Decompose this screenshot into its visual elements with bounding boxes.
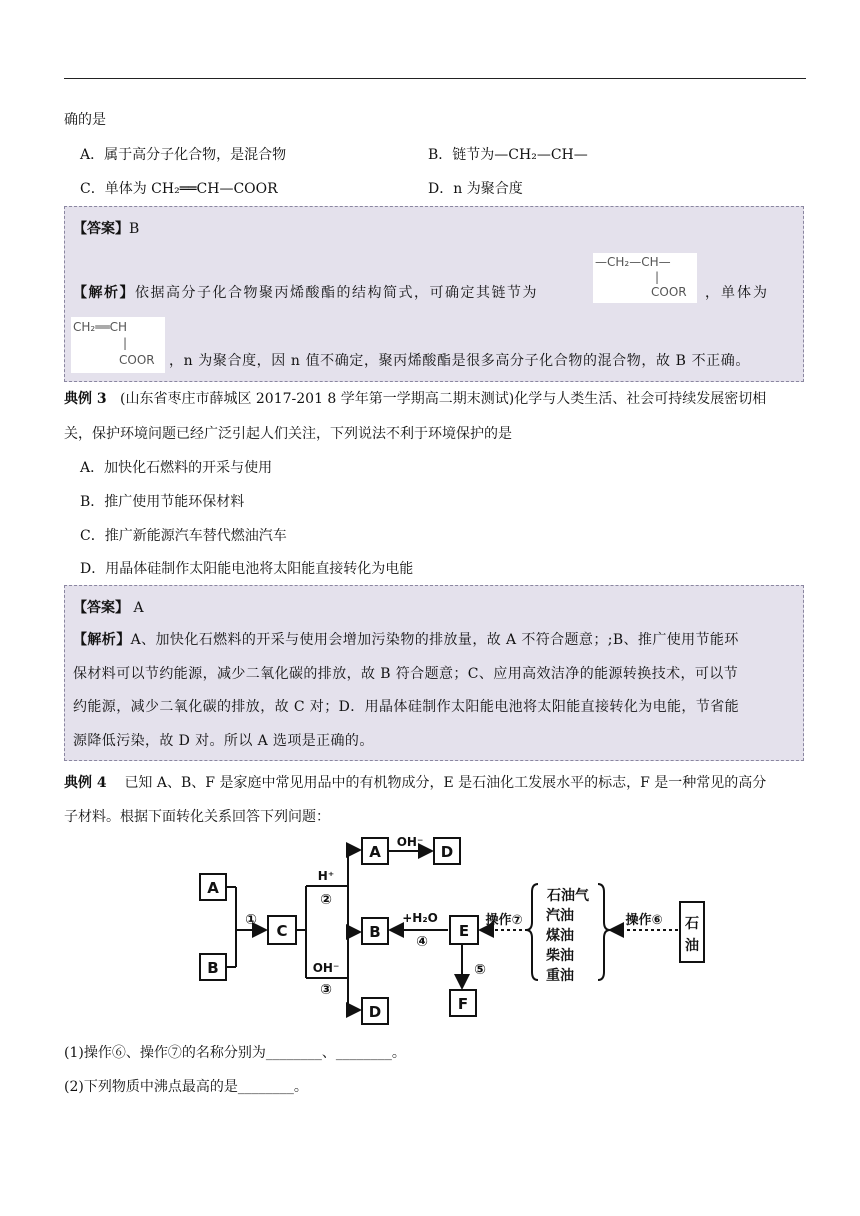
operation-6: 操作⑥ [625, 913, 663, 928]
example-3-text-1: (山东省枣庄市薛城区 2017-201 8 学年第一学期高二期末测试)化学与人类生活、社会可持续发展密切相 [119, 391, 767, 407]
question-stem-tail: 确的是 [64, 112, 106, 128]
header-rule [64, 78, 806, 79]
label-e: E [458, 922, 470, 940]
question-2: (2)下列物质中沸点最高的是________。 [64, 1079, 308, 1095]
operation-7: 操作⑦ [485, 913, 523, 928]
analysis-line-4: 源降低污染，故 D 对。所以 A 选项是正确的。 [73, 733, 374, 749]
struct-sub: COOR [651, 285, 687, 299]
fraction-gas: 石油气 [547, 888, 589, 904]
answer-value: B [129, 221, 140, 237]
option-d: D．用晶体硅制作太阳能电池将太阳能直接转化为电能 [80, 561, 414, 577]
option-b: B．链节为—CH₂—CH— [428, 147, 588, 163]
petroleum-char-2: 油 [685, 938, 699, 954]
oh-minus-top: OH⁻ [396, 835, 424, 849]
example-4-text-1: 已知 A、B、F 是家庭中常见用品中的有机物成分，E 是石油化工发展水平的标志，F 是一种常见的高分 [124, 775, 767, 791]
label-b-source: B [207, 959, 219, 977]
option-a: A．属于高分子化合物，是混合物 [80, 147, 287, 163]
monomer-structure [71, 317, 165, 373]
label-a: A [207, 879, 219, 897]
analysis-text-1: A、加快化石燃料的开采与使用会增加污染物的排放量，故 A 不符合题意；;B、推广使用节能环 [130, 632, 739, 648]
analysis-line-1 [73, 283, 538, 303]
example-4-label: 典例 4 [64, 775, 107, 791]
analysis-line-2: 保材料可以节约能源，减少二氧化碳的排放，故 B 符合题意；C、应用高效洁净的能源转换技术，可以节 [73, 666, 739, 682]
analysis-label: 【解析】 [73, 285, 135, 301]
question-1: (1)操作⑥、操作⑦的名称分别为________、________。 [64, 1045, 406, 1061]
struct-bar: | [655, 270, 660, 284]
h-plus: H⁺ [317, 869, 335, 883]
analysis-text-1b: ，单体为 [705, 285, 769, 301]
label-d-top: D [440, 843, 454, 861]
answer-box-ex3 [64, 585, 804, 761]
analysis-text-1: 依据高分子化合物聚丙烯酸酯的结构简式，可确定其链节为 [135, 285, 538, 301]
label-f: F [457, 995, 469, 1013]
label-d-bottom: D [368, 1003, 382, 1021]
option-a: A．加快化石燃料的开采与使用 [80, 460, 273, 476]
petroleum-char-1: 石 [685, 916, 699, 932]
fraction-diesel: 柴油 [546, 948, 574, 964]
option-c: C．推广新能源汽车替代燃油汽车 [80, 528, 287, 544]
struct-top: CH₂══CH [73, 320, 128, 334]
option-c: C．单体为 CH₂══CH—COOR [80, 181, 278, 197]
example-4-line-2: 子材料。根据下面转化关系回答下列问题： [64, 809, 330, 825]
analysis-line-1 [73, 630, 739, 650]
fraction-gasoline: 汽油 [546, 908, 574, 924]
step-2: ② [320, 892, 332, 908]
answer-label: 【答案】 [73, 600, 129, 616]
example-3-line-1 [64, 389, 766, 409]
oh-minus: OH⁻ [312, 961, 340, 975]
answer-label: 【答案】 [73, 221, 129, 237]
step-1: ① [245, 912, 257, 928]
answer-line [73, 219, 139, 239]
repeat-unit-structure [593, 253, 697, 303]
example-3-line-2: 关，保护环境问题已经广泛引起人们关注，下列说法不利于环境保护的是 [64, 426, 512, 442]
label-b-mid: B [369, 923, 381, 941]
step-3: ③ [320, 982, 332, 998]
example-4-line-1 [64, 773, 766, 793]
fraction-kerosene: 煤油 [546, 928, 574, 944]
analysis-line-3: 约能源，减少二氧化碳的排放，故 C 对；D．用晶体硅制作太阳能电池将太阳能直接转化为电能，节省能 [73, 699, 740, 715]
answer-box-ex2 [64, 206, 804, 382]
answer-value: A [133, 600, 144, 616]
analysis-text-2: ，n 为聚合度，因 n 值不确定，聚丙烯酸酯是很多高分子化合物的混合物，故 B 不正确。 [169, 353, 750, 369]
example-3-label: 典例 3 [64, 391, 107, 407]
option-d: D．n 为聚合度 [428, 181, 523, 197]
analysis-label: 【解析】 [73, 632, 131, 648]
label-a-top: A [369, 843, 381, 861]
struct-sub: COOR [119, 353, 155, 367]
struct-top: —CH₂—CH— [595, 255, 671, 269]
option-b: B．推广使用节能环保材料 [80, 494, 245, 510]
struct-bar: | [123, 336, 128, 350]
conversion-diagram [190, 830, 710, 1030]
label-c: C [276, 922, 288, 940]
water: +H₂O [402, 911, 438, 925]
step-4: ④ [416, 934, 428, 950]
step-5: ⑤ [474, 962, 486, 978]
answer-line [73, 598, 144, 618]
fraction-heavy-oil: 重油 [546, 968, 574, 984]
